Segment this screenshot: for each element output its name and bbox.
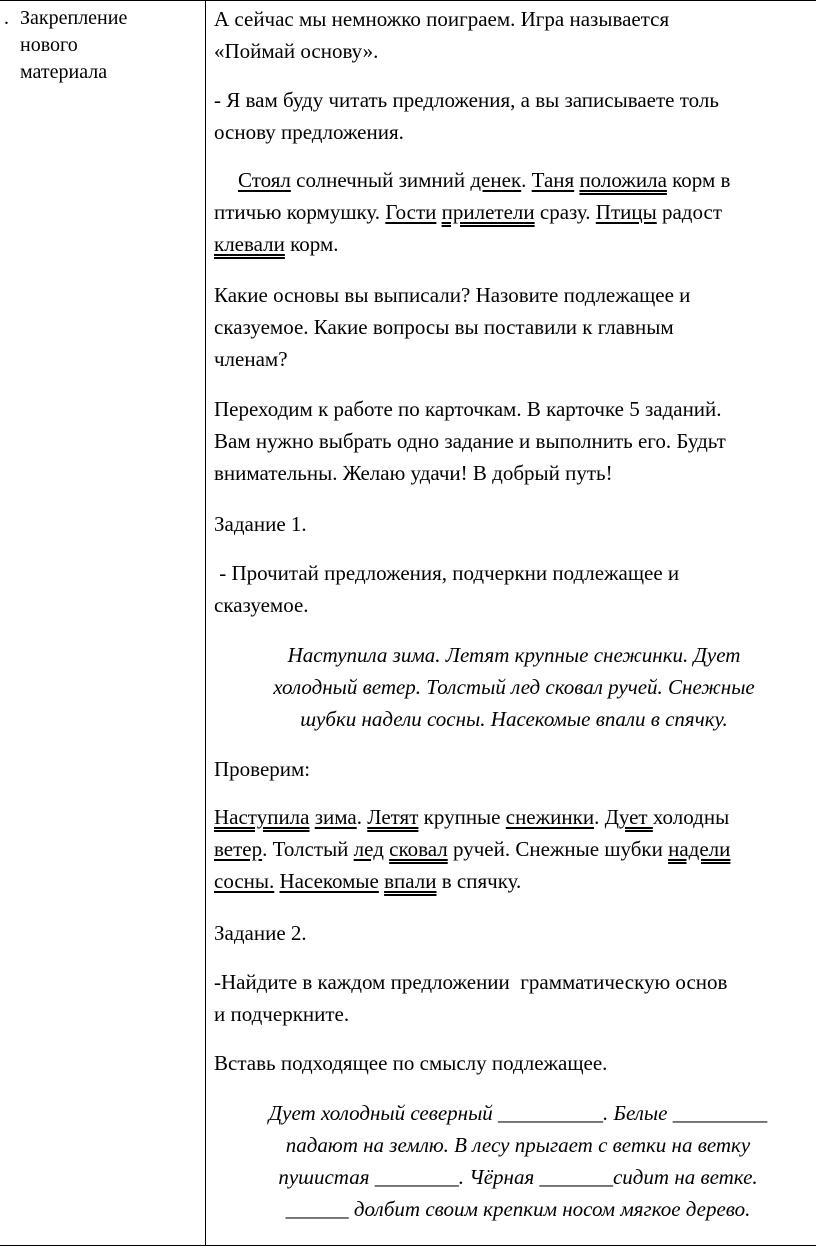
stage-title-line: материала — [20, 61, 108, 83]
plain-text: сразу. — [534, 200, 596, 224]
plain-text: . — [521, 168, 532, 192]
text-line: Проверим: — [214, 757, 311, 781]
predicate-word: сковал — [389, 837, 448, 861]
text-line: ______ долбит своим крепким носом мягкое дерево. — [285, 1197, 751, 1221]
instruction-paragraph — [214, 84, 719, 148]
predicate-word: положила — [579, 168, 667, 192]
cards-paragraph — [214, 393, 726, 489]
text-line — [214, 196, 730, 228]
table-bottom-border — [0, 1245, 816, 1246]
text-line: Вставь подходящее по смыслу подлежащее. — [214, 1051, 608, 1075]
text-line — [214, 865, 730, 897]
plain-text: . Толстый — [262, 837, 354, 861]
predicate-word: Наступила — [214, 805, 310, 829]
questions-paragraph — [214, 279, 690, 375]
text-line: и подчеркните. — [214, 1002, 350, 1026]
task-2-text — [218, 1097, 816, 1225]
predicate-word: Летят — [367, 805, 419, 829]
text-line: -Найдите в каждом предложении грамматическую основ — [214, 970, 728, 994]
plain-text: крупные — [418, 805, 506, 829]
plain-text: . — [594, 805, 605, 829]
text-line: сказуемое. Какие вопросы вы поставили к главным — [214, 315, 674, 339]
subject-word: лед — [353, 837, 384, 861]
predicate-word: впали — [384, 869, 437, 893]
subject-word: Стоял — [238, 168, 291, 192]
text-line: членам? — [214, 347, 288, 371]
stage-title-line: нового — [20, 34, 78, 56]
task-1-text — [214, 639, 814, 735]
text-line — [214, 228, 730, 260]
subject-word: Насекомые — [279, 869, 379, 893]
predicate-word: прилетели — [441, 200, 535, 224]
subject-word: ветер — [214, 837, 263, 861]
text-line: Вам нужно выбрать одно задание и выполнить его. Будьт — [214, 429, 726, 453]
plain-text: в спячку. — [436, 869, 522, 893]
stage-number: . — [4, 7, 9, 29]
subject-word: денек — [470, 168, 522, 192]
text-line: Наступила зима. Летят крупные снежинки. Дует — [287, 643, 741, 667]
task-1-answer — [214, 801, 730, 897]
text-line — [214, 164, 730, 196]
text-line: Переходим к работе по карточкам. В карточке 5 заданий. — [214, 397, 722, 421]
text-line: холодный ветер. Толстый лед сковал ручей. Снежные — [273, 675, 755, 699]
task-1-instruction — [214, 557, 679, 621]
subject-word: Гости — [385, 200, 437, 224]
plain-text: . — [356, 805, 368, 829]
intro-paragraph — [214, 3, 669, 67]
task-1-heading — [214, 508, 307, 540]
stage-title — [20, 5, 127, 86]
text-line: - Я вам буду читать предложения, а вы записываете толь — [214, 88, 719, 112]
predicate-word: Дует — [604, 805, 653, 829]
task-2-heading — [214, 917, 307, 949]
subject-word: снежинки — [505, 805, 595, 829]
text-line: шубки надели сосны. Насекомые впали в спячку. — [300, 707, 728, 731]
dictation-sentences — [214, 164, 730, 260]
subject-word: сосны. — [214, 869, 275, 893]
text-line: - Прочитай предложения, подчеркни подлежащее и — [214, 561, 680, 585]
text-line: внимательны. Желаю удачи! В добрый путь! — [214, 461, 613, 485]
plain-text: птичью кормушку. — [214, 200, 386, 224]
table-top-border — [0, 0, 816, 1]
text-line: пушистая ________. Чёрная _______сидит на ветке. — [278, 1165, 758, 1189]
text-line: Задание 2. — [214, 921, 307, 945]
stage-title-line: Закрепление — [20, 7, 128, 29]
text-line: А сейчас мы немножко поиграем. Игра называется — [214, 7, 670, 31]
plain-text: ручей. Снежные шубки — [447, 837, 669, 861]
task-2-instruction — [214, 966, 727, 1030]
text-line: Задание 1. — [214, 512, 307, 536]
plain-text: корм в — [666, 168, 731, 192]
predicate-word: клевали — [214, 232, 285, 256]
subject-word: зима — [314, 805, 357, 829]
subject-word: Птицы — [595, 200, 657, 224]
text-line: Какие основы вы выписали? Назовите подлежащее и — [214, 283, 691, 307]
text-line — [214, 833, 730, 865]
plain-text: холодны — [652, 805, 730, 829]
predicate-word: надели — [668, 837, 731, 861]
text-line — [214, 801, 730, 833]
plain-text: солнечный зимний — [290, 168, 471, 192]
task-2-subinstruction — [214, 1047, 607, 1079]
text-line: сказуемое. — [214, 593, 309, 617]
text-line: Дует холодный северный __________. Белые _________ — [268, 1101, 768, 1125]
text-line: «Поймай основу». — [214, 39, 379, 63]
subject-word: Таня — [531, 168, 575, 192]
text-line: основу предложения. — [214, 120, 404, 144]
table-column-divider — [205, 0, 206, 1246]
plain-text: корм. — [284, 232, 339, 256]
check-heading — [214, 753, 310, 785]
plain-text: радост — [656, 200, 722, 224]
text-line: падают на землю. В лесу прыгает с ветки на ветку — [285, 1133, 751, 1157]
